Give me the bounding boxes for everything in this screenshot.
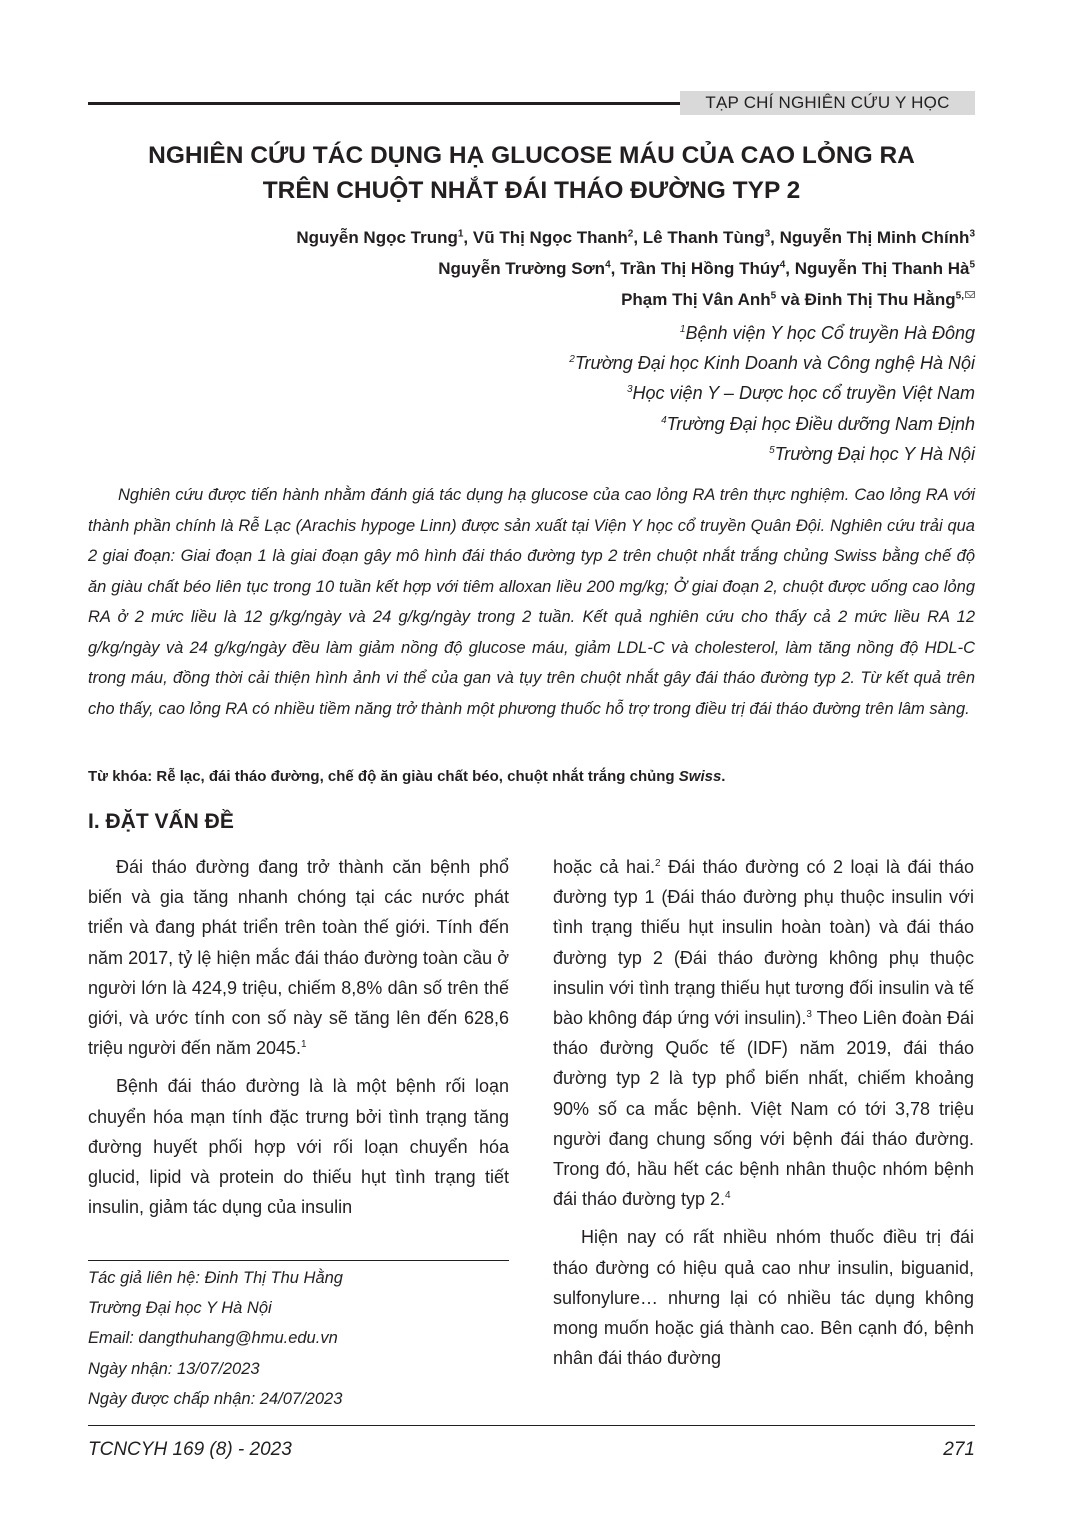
affiliation-marker: 5 <box>770 290 777 302</box>
author-name: Trần Thị Hồng Thúy <box>620 259 780 278</box>
author-line <box>88 222 975 253</box>
paragraph-text: Đái tháo đường đang trở thành căn bệnh phổ biến và gia tăng nhanh chóng tại các nước phát triển và đang phát triển trên toàn thế giới. Tính đến năm 2017, tỷ lệ hiện mắc đái tháo đường toàn cầu ở người lớn là 424,9 triệu, chiếm 8,8% dân số trên thế giới, và ước tính con số này sẽ tăng lên đến 628,6 triệu người đến năm 2045. <box>88 857 509 1059</box>
journal-name: TẠP CHÍ NGHIÊN CỨU Y HỌC <box>680 91 975 115</box>
affiliation-number: 1 <box>679 324 686 335</box>
author-name: Đinh Thị Thu Hằng <box>804 290 956 309</box>
author-name: Vũ Thị Ngọc Thanh <box>472 228 628 247</box>
author-separator: , <box>770 228 780 247</box>
citation: 3 <box>806 1009 812 1021</box>
affiliation-list <box>88 318 975 469</box>
keywords-italic: Swiss <box>678 768 722 785</box>
affiliation <box>88 439 975 469</box>
correspondence-box <box>88 1260 509 1414</box>
corresponding-author: Tác giả liên hệ: Đinh Thị Thu Hằng <box>88 1269 343 1287</box>
affiliation-marker: 5, <box>955 290 964 302</box>
accepted-date: Ngày được chấp nhận: 24/07/2023 <box>88 1389 343 1408</box>
article-title <box>88 138 975 208</box>
paragraph-text: Theo Liên đoàn Đái tháo đường Quốc tế (IDF) năm 2019, đái tháo đường typ 2 là typ phổ biến nhất, chiếm khoảng 90% số ca mắc bệnh. Việt Nam có tới 3,78 triệu người đang chung sống với bệnh đái tháo đường. Trong đó, hầu hết các bệnh nhân thuộc nhóm bệnh đái tháo đường typ 2. <box>553 1008 974 1210</box>
author-name: Nguyễn Ngọc Trung <box>296 228 458 247</box>
affiliation-marker: 2 <box>627 228 634 240</box>
affiliation-name: Trường Đại học Y Hà Nội <box>774 443 975 464</box>
abstract: Nghiên cứu được tiến hành nhằm đánh giá tác dụng hạ glucose của cao lỏng RA trên thực nghiệm. Cao lỏng RA với thành phần chính là Rễ Lạc (Arachis hypoge Linn) được sản xuất tại Viện Y học cổ truyền Quân Đội. Nghiên cứu trải qua 2 giai đoạn: Giai đoạn 1 là giai đoạn gây mô hình đái tháo đường typ 2 trên chuột nhắt trắng chủng Swiss bằng chế độ ăn giàu chất béo liên tục trong 10 tuần kết hợp với tiêm alloxan liều 200 mg/kg; Ở giai đoạn 2, chuột được uống cao lỏng RA ở 2 mức liều là 12 g/kg/ngày và 24 g/kg/ngày trong 2 tuần. Kết quả nghiên cứu cho thấy cả 2 mức liều RA 12 g/kg/ngày và 24 g/kg/ngày đều làm giảm nồng độ glucose máu, giảm LDL-C và cholesterol, làm tăng nồng độ HDL-C trong máu, đồng thời cải thiện hình ảnh vi thể của gan và tụy trên chuột nhắt gây đái tháo đường typ 2. Từ kết quả trên cho thấy, cao lỏng RA có nhiều tiềm năng trở thành một phương thuốc hỗ trợ trong điều trị đái tháo đường trên lâm sàng. <box>88 486 975 718</box>
affiliation-marker: 5 <box>969 259 975 271</box>
author-conjunction: và <box>780 290 800 309</box>
keywords-end: . <box>721 768 726 785</box>
affiliation-marker: 4 <box>779 259 786 271</box>
affiliation <box>88 409 975 439</box>
affiliation <box>88 318 975 348</box>
citation: 1 <box>301 1039 307 1051</box>
header-rule <box>88 102 680 105</box>
author-separator: , <box>610 259 621 278</box>
section-heading: I. ĐẶT VẤN ĐỀ <box>88 810 234 833</box>
envelope-icon <box>965 291 975 298</box>
author-separator: , <box>463 228 473 247</box>
affiliation-name: Trường Đại học Kinh Doanh và Công nghệ Hà Nội <box>574 353 975 374</box>
received-date: Ngày nhận: 13/07/2023 <box>88 1359 260 1378</box>
affiliation-name: Bệnh viện Y học Cổ truyền Hà Đông <box>685 323 975 343</box>
corresponding-email: Email: dangthuhang@hmu.edu.vn <box>88 1329 338 1348</box>
page-number: 271 <box>943 1439 975 1460</box>
author-name: Phạm Thị Vân Anh <box>621 290 771 309</box>
affiliation-marker: 1 <box>457 228 464 240</box>
affiliation-marker: 3 <box>764 228 771 240</box>
author-name: Lê Thanh Tùng <box>642 228 765 247</box>
right-column <box>553 852 974 1373</box>
author-list <box>88 222 975 315</box>
affiliation <box>88 378 975 408</box>
affiliation-number: 3 <box>626 384 633 396</box>
citation: 4 <box>724 1190 731 1202</box>
affiliation <box>88 348 975 378</box>
paragraph-text: Đái tháo đường có 2 loại là đái tháo đường typ 1 (Đái tháo đường phụ thuộc insulin với tình trạng thiếu hụt insulin hoàn toàn) và đái tháo đường typ 2 (Đái tháo đường không phụ thuộc insulin với tình trạng thiếu hụt tương đối insulin và tế bào không đáp ứng với insulin). <box>553 857 974 1029</box>
journal-issue: TCNCYH 169 (8) - 2023 <box>88 1439 292 1460</box>
affiliation-number: 2 <box>569 354 575 366</box>
paragraph: Hiện nay có rất nhiều nhóm thuốc điều trị đái tháo đường có hiệu quả cao như insulin, biguanid, sulfonylure… nhưng lại có nhiều tác dụng không mong muốn hoặc giá thành cao. Bên cạnh đó, bệnh nhân đái tháo đường <box>553 1227 974 1369</box>
paragraph <box>88 852 509 1063</box>
author-separator: , <box>633 228 643 247</box>
affiliation-name: Trường Đại học Điều dưỡng Nam Định <box>666 413 975 434</box>
affiliation-name: Học viện Y – Dược học cổ truyền Việt Nam <box>632 383 975 404</box>
corresponding-institution: Trường Đại học Y Hà Nội <box>88 1299 272 1318</box>
affiliation-number: 4 <box>661 414 667 426</box>
affiliation-number: 5 <box>769 444 775 456</box>
author-name: Nguyễn Thị Thanh Hà <box>794 259 970 278</box>
author-separator: , <box>785 259 795 278</box>
paragraph: Bệnh đái tháo đường là là một bệnh rối loạn chuyển hóa mạn tính đặc trưng bởi tình trạng tăng đường huyết phối hợp với rối loạn chuyển hóa glucid, lipid và protein do thiếu hụt tình trạng tiết insulin, giảm tác dụng của insulin <box>88 1076 509 1218</box>
title-line: TRÊN CHUỘT NHẮT ĐÁI THÁO ĐƯỜNG TYP 2 <box>262 177 801 204</box>
paragraph <box>553 852 974 1214</box>
author-name: Nguyễn Trường Sơn <box>438 259 606 278</box>
footer-rule <box>88 1425 975 1426</box>
citation: 2 <box>655 858 661 869</box>
author-name: Nguyễn Thị Minh Chính <box>779 228 970 247</box>
left-column <box>88 852 509 1222</box>
author-line <box>88 253 975 284</box>
author-line <box>88 284 975 315</box>
title-line: NGHIÊN CỨU TÁC DỤNG HẠ GLUCOSE MÁU CỦA CAO LỎNG RA <box>148 142 915 169</box>
keywords-text: Từ khóa: Rễ lạc, đái tháo đường, chế độ ăn giàu chất béo, chuột nhắt trắng chủng <box>88 768 679 785</box>
affiliation-marker: 3 <box>969 228 975 240</box>
keywords <box>88 766 975 788</box>
paragraph-text: hoặc cả hai. <box>553 857 656 877</box>
affiliation-marker: 4 <box>605 259 611 271</box>
